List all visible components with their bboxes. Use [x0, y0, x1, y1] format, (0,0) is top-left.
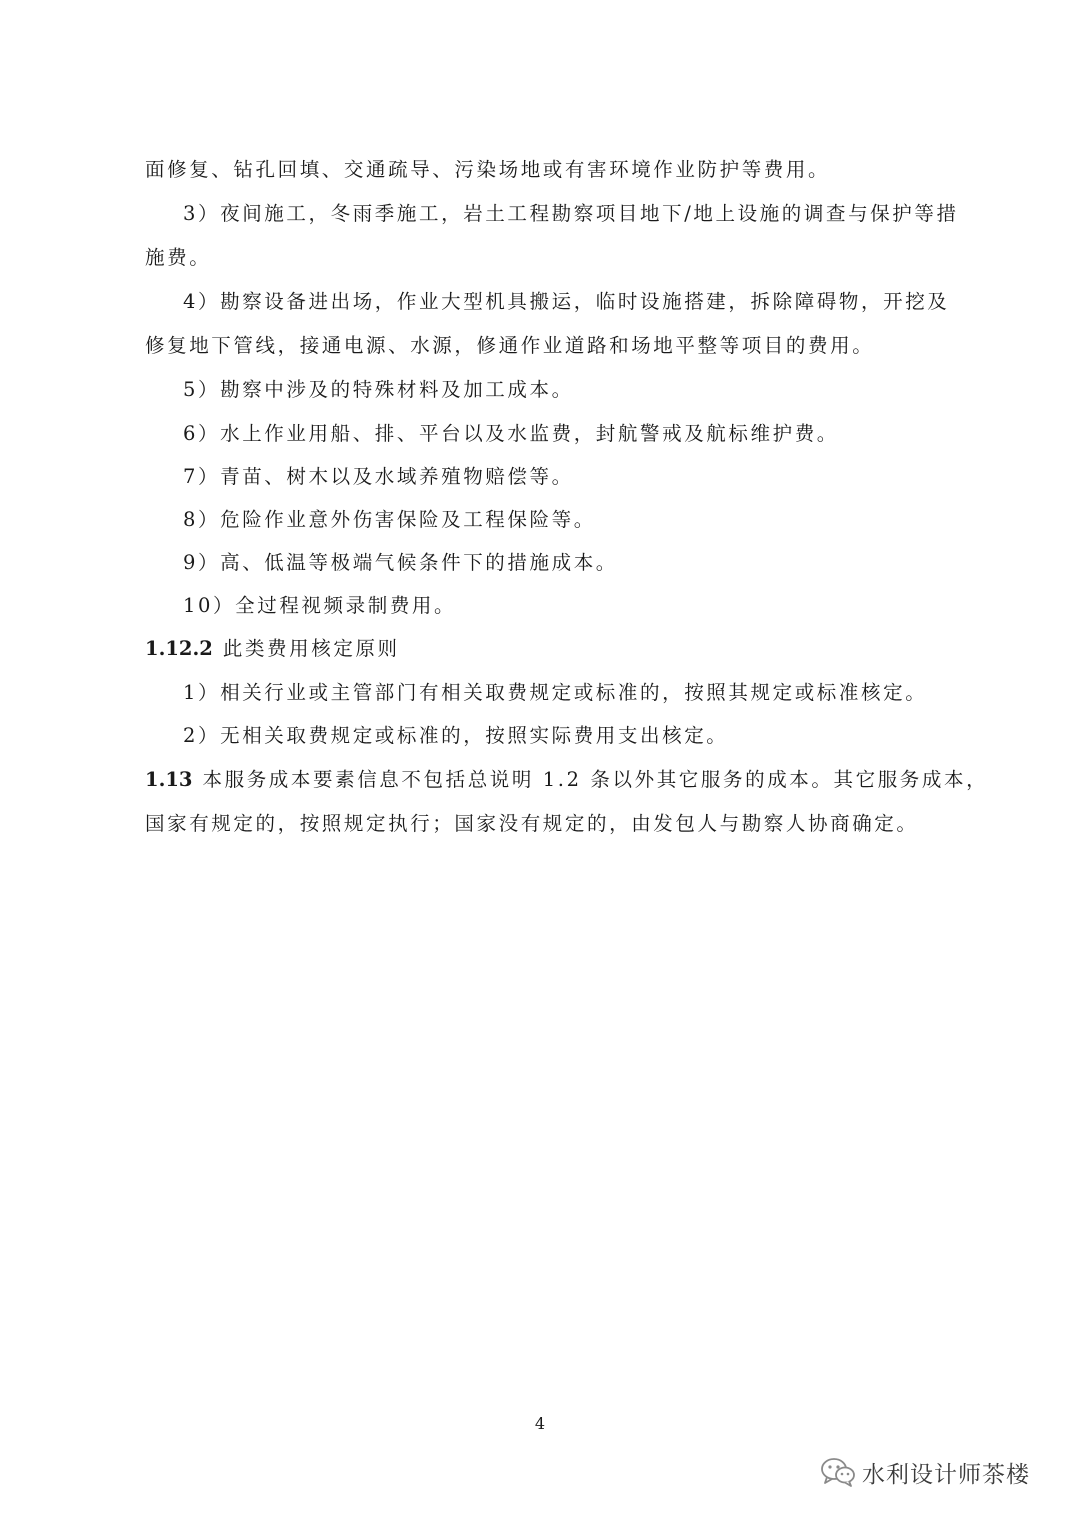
- watermark-text: 水利设计师茶楼: [862, 1461, 1030, 1488]
- list-item-10: 10）全过程视频录制费用。: [183, 594, 457, 617]
- section-title: 此类费用核定原则: [222, 637, 400, 660]
- list-item-7: 7）青苗、树木以及水域养殖物赔偿等。: [183, 465, 574, 488]
- list-item-5: 5）勘察中涉及的特殊材料及加工成本。: [183, 378, 574, 401]
- section-number: 1.12.2: [145, 637, 213, 660]
- list-item-4: 4）勘察设备进出场，作业大型机具搬运，临时设施搭建，拆除障碍物，开挖及: [183, 290, 950, 313]
- list-item-3: 3）夜间施工，冬雨季施工，岩土工程勘察项目地下/地上设施的调查与保护等措: [183, 202, 959, 225]
- wechat-icon: [820, 1456, 856, 1488]
- section-1-13-line-1: [145, 760, 988, 800]
- paragraph-line: 面修复、钻孔回填、交通疏导、污染场地或有害环境作业防护等费用。: [145, 158, 831, 181]
- section-heading-1-12-2: [145, 629, 400, 669]
- paragraph-line: 修复地下管线，接通电源、水源，修通作业道路和场地平整等项目的费用。: [145, 334, 875, 357]
- list-item-6: 6）水上作业用船、排、平台以及水监费，封航警戒及航标维护费。: [183, 422, 839, 445]
- section-1-13-line-2: 国家有规定的，按照规定执行；国家没有规定的，由发包人与勘察人协商确定。: [145, 812, 919, 835]
- watermark: [820, 1452, 1030, 1492]
- page-number: 4: [534, 1414, 546, 1433]
- principle-item-1: 1）相关行业或主管部门有相关取费规定或标准的，按照其规定或标准核定。: [183, 681, 928, 704]
- list-item-8: 8）危险作业意外伤害保险及工程保险等。: [183, 508, 596, 531]
- section-number: 1.13: [145, 768, 193, 791]
- paragraph-line: 施费。: [145, 246, 212, 269]
- section-text: 本服务成本要素信息不包括总说明 1.2 条以外其它服务的成本。其它服务成本，: [202, 768, 989, 791]
- list-item-9: 9）高、低温等极端气候条件下的措施成本。: [183, 551, 618, 574]
- principle-item-2: 2）无相关取费规定或标准的，按照实际费用支出核定。: [183, 724, 729, 747]
